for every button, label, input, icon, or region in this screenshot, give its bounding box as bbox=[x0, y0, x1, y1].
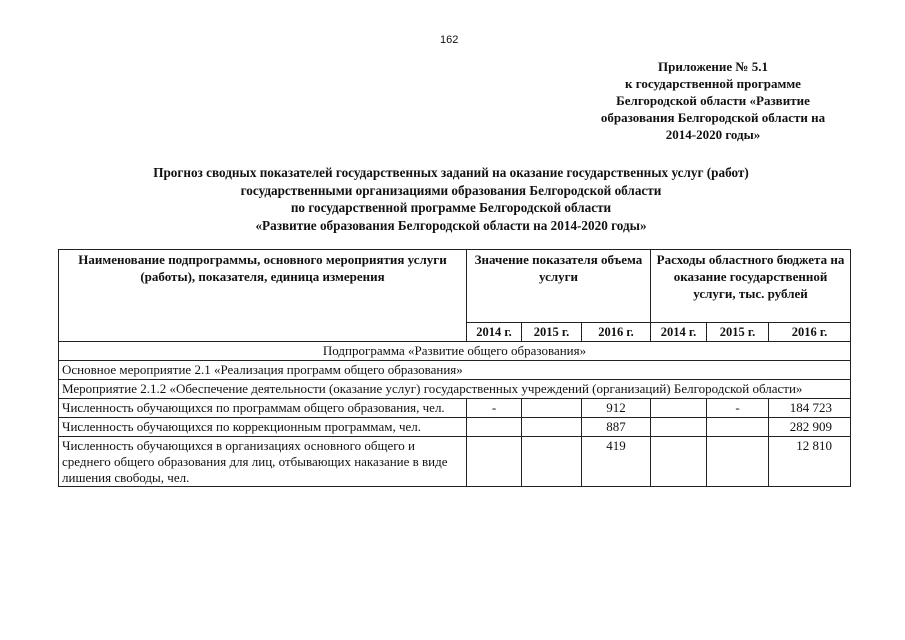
indicator-name: Численность обучающихся в организациях основного общего и среднего общего образования для лиц, отбывающих наказание в виде лишения свободы, чел. bbox=[59, 437, 467, 487]
page-number: 162 bbox=[440, 34, 459, 46]
volume-2016: 887 bbox=[582, 418, 651, 437]
subprogram-title: Подпрограмма «Развитие общего образования» bbox=[59, 342, 851, 361]
indicator-name: Численность обучающихся по программам общего образования, чел. bbox=[59, 399, 467, 418]
activity-title: Мероприятие 2.1.2 «Обеспечение деятельности (оказание услуг) государственных учреждений (организаций) Белгородской области» bbox=[59, 380, 851, 399]
volume-2015 bbox=[522, 399, 582, 418]
volume-2015 bbox=[522, 418, 582, 437]
expense-2016: 282 909 bbox=[769, 418, 851, 437]
header-expenses: Расходы областного бюджета на оказание государственной услуги, тыс. рублей bbox=[651, 250, 851, 323]
appendix-line: к государственной программе bbox=[625, 76, 801, 91]
table-row bbox=[59, 418, 851, 437]
volume-2015 bbox=[522, 437, 582, 487]
activity-row bbox=[59, 380, 851, 399]
expense-2016: 12 810 bbox=[769, 437, 851, 487]
expense-2014 bbox=[651, 418, 707, 437]
year-header: 2014 г. bbox=[467, 323, 522, 342]
year-header: 2016 г. bbox=[582, 323, 651, 342]
year-header: 2015 г. bbox=[707, 323, 769, 342]
volume-2014 bbox=[467, 418, 522, 437]
volume-2016: 419 bbox=[582, 437, 651, 487]
appendix-line: образования Белгородской области на bbox=[600, 110, 826, 125]
year-header: 2014 г. bbox=[651, 323, 707, 342]
expense-2014 bbox=[651, 399, 707, 418]
header-name: Наименование подпрограммы, основного мероприятия услуги (работы), показателя, единица измерения bbox=[59, 250, 467, 342]
subprogram-row bbox=[59, 342, 851, 361]
main-activity-title: Основное мероприятие 2.1 «Реализация программ общего образования» bbox=[59, 361, 851, 380]
appendix-line: Приложение № 5.1 bbox=[658, 59, 768, 74]
main-activity-row bbox=[59, 361, 851, 380]
title-line: государственными организациями образования Белгородской области bbox=[240, 182, 662, 198]
forecast-table bbox=[58, 249, 851, 487]
title-line: по государственной программе Белгородской области bbox=[290, 200, 612, 215]
title-line: «Развитие образования Белгородской области на 2014-2020 годы» bbox=[255, 217, 647, 233]
volume-2016: 912 bbox=[582, 399, 651, 418]
header-volume: Значение показателя объема услуги bbox=[467, 250, 651, 323]
table-header-row bbox=[59, 250, 851, 323]
expense-2014 bbox=[651, 437, 707, 487]
title-line: Прогноз сводных показателей государственных заданий на оказание государственных услуг (работ) bbox=[153, 165, 749, 180]
year-header: 2016 г. bbox=[769, 323, 851, 342]
volume-2014 bbox=[467, 437, 522, 487]
expense-2015: - bbox=[707, 399, 769, 418]
table-row bbox=[59, 399, 851, 418]
expense-2015 bbox=[707, 437, 769, 487]
table-row bbox=[59, 437, 851, 487]
appendix-line: Белгородской области «Развитие bbox=[616, 93, 810, 108]
appendix-header bbox=[572, 58, 854, 143]
appendix-line: 2014-2020 годы» bbox=[665, 127, 761, 142]
indicator-name: Численность обучающихся по коррекционным программам, чел. bbox=[59, 418, 467, 437]
document-title bbox=[80, 164, 822, 234]
expense-2015 bbox=[707, 418, 769, 437]
volume-2014: - bbox=[467, 399, 522, 418]
year-header: 2015 г. bbox=[522, 323, 582, 342]
expense-2016: 184 723 bbox=[769, 399, 851, 418]
